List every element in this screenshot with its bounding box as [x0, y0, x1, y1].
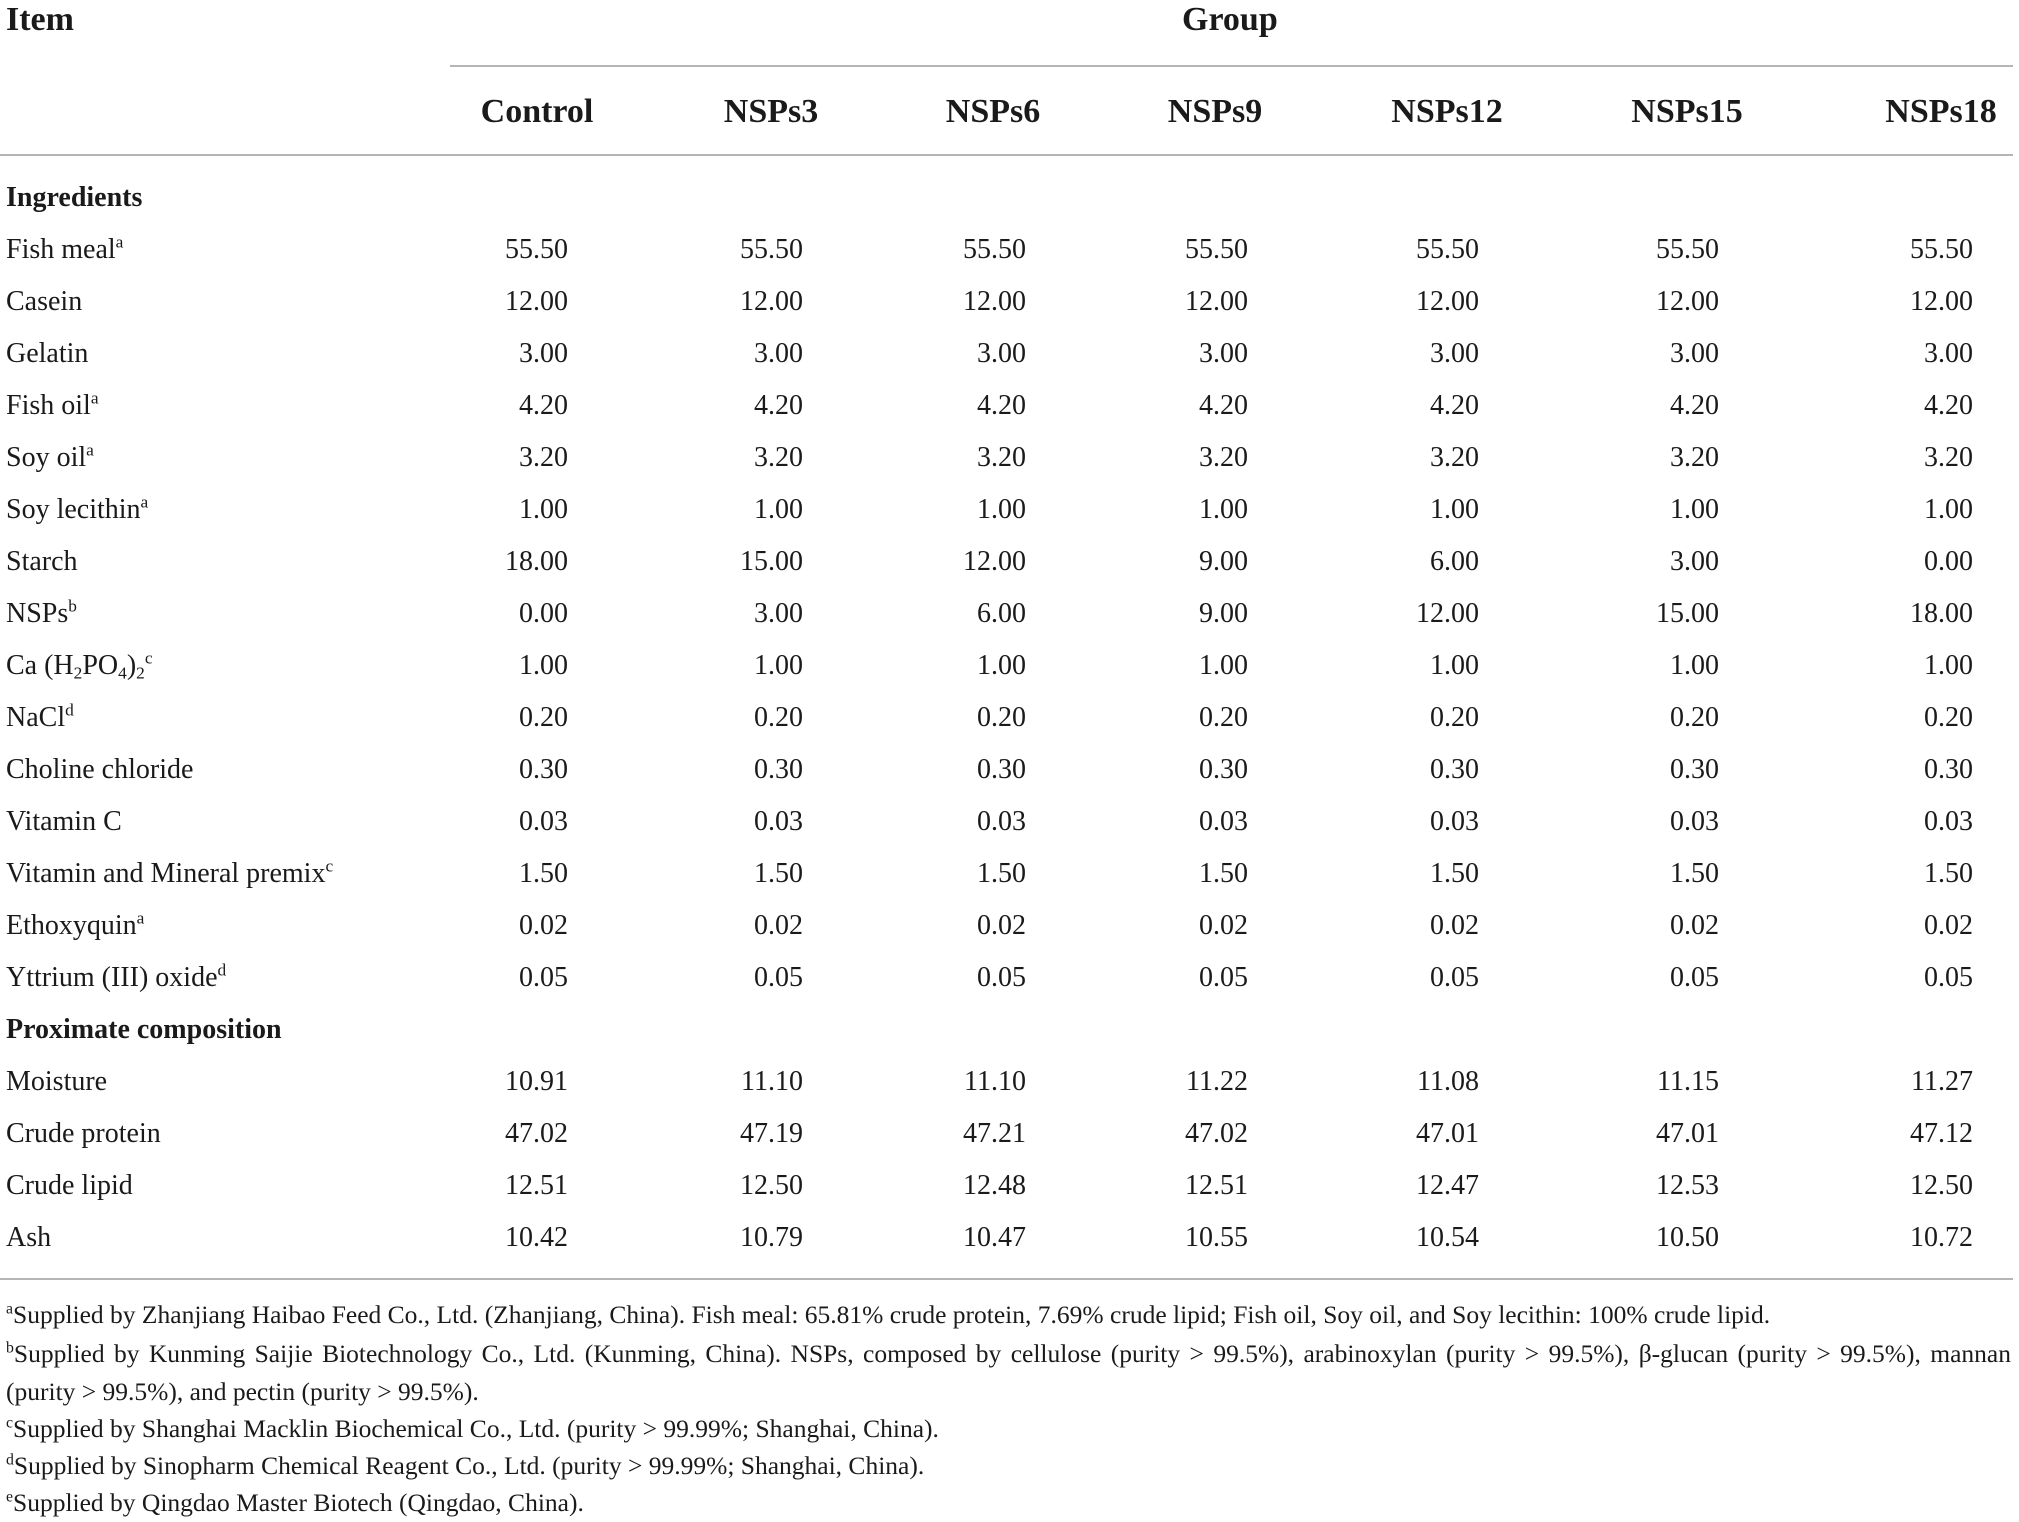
table-cell: 10.91	[505, 1066, 568, 1097]
table-cell: 1.50	[519, 858, 568, 889]
table-cell: 55.50	[1910, 234, 1973, 265]
table-cell: 4.20	[754, 390, 803, 421]
table-cell: 47.02	[1185, 1118, 1248, 1149]
table-cell: 4.20	[519, 390, 568, 421]
table-cell: 18.00	[505, 546, 568, 577]
table-cell: 55.50	[505, 234, 568, 265]
table-cell: 12.00	[1416, 286, 1479, 317]
table-cell: 3.20	[1670, 442, 1719, 473]
table-cell: 12.47	[1416, 1170, 1479, 1201]
table-cell: 55.50	[1656, 234, 1719, 265]
footnote-mark: a	[136, 908, 145, 928]
table-cell: 1.50	[1670, 858, 1719, 889]
label-text: Fish oil	[6, 390, 91, 421]
table-cell: 0.02	[1924, 910, 1973, 941]
table-cell: 12.00	[740, 286, 803, 317]
footnote-mark: a	[86, 440, 94, 460]
table-cell: 3.20	[977, 442, 1026, 473]
label-text: Crude lipid	[6, 1170, 133, 1201]
column-header-nsps12: NSPs12	[1391, 93, 1503, 130]
table-cell: 0.03	[1430, 806, 1479, 837]
table-cell: 1.00	[1430, 650, 1479, 681]
footnote-mark: e	[6, 1488, 14, 1506]
footnote-text: Supplied by Sinopharm Chemical Reagent Co., Ltd. (purity > 99.99%; Shanghai, China).	[13, 1451, 925, 1480]
table-cell: 1.50	[1924, 858, 1973, 889]
table-cell: 1.00	[1199, 650, 1248, 681]
table-cell: 3.00	[519, 338, 568, 369]
header-bottom-rule	[0, 154, 2013, 156]
row-label	[6, 802, 122, 842]
label-text: Moisture	[6, 1066, 108, 1097]
table-cell: 10.47	[963, 1222, 1026, 1253]
table-cell: 47.01	[1656, 1118, 1719, 1149]
footnote-text: Supplied by Shanghai Macklin Biochemical Co., Ltd. (purity > 99.99%; Shanghai, China).	[13, 1414, 939, 1443]
footnote-mark: c	[6, 1414, 14, 1432]
column-header-nsps15: NSPs15	[1631, 93, 1743, 130]
table-cell: 47.21	[963, 1118, 1026, 1149]
column-header-nsps3: NSPs3	[723, 93, 819, 130]
table-cell: 1.50	[754, 858, 803, 889]
table-cell: 0.05	[754, 962, 803, 993]
table-cell: 1.00	[1430, 494, 1479, 525]
label-text: Ash	[6, 1222, 52, 1253]
table-cell: 15.00	[740, 546, 803, 577]
table-cell: 3.20	[1199, 442, 1248, 473]
table-cell: 1.50	[1430, 858, 1479, 889]
table-cell: 0.30	[519, 754, 568, 785]
footnote	[6, 1484, 2011, 1522]
table-cell: 55.50	[1185, 234, 1248, 265]
table-cell: 3.20	[519, 442, 568, 473]
table-cell: 12.00	[1185, 286, 1248, 317]
footnote-mark: a	[140, 492, 149, 512]
footnote-mark: d	[6, 1451, 14, 1469]
table-cell: 0.02	[1670, 910, 1719, 941]
row-label	[6, 438, 94, 478]
table-cell: 4.20	[1199, 390, 1248, 421]
footnote-mark: c	[144, 648, 153, 668]
subscript: 2	[136, 663, 145, 683]
item-column-header: Item	[6, 1, 74, 38]
table-cell: 0.20	[977, 702, 1026, 733]
table-cell: 11.15	[1657, 1066, 1719, 1097]
table-cell: 47.02	[505, 1118, 568, 1149]
row-label	[6, 334, 88, 374]
table-cell: 0.20	[1430, 702, 1479, 733]
table-cell: 0.20	[519, 702, 568, 733]
label-part: PO	[82, 650, 119, 681]
row-label	[6, 958, 226, 998]
footnote-mark: d	[217, 960, 227, 980]
label-text: Gelatin	[6, 338, 89, 369]
label-text: Yttrium (III) oxide	[6, 962, 218, 993]
table-cell: 1.00	[519, 650, 568, 681]
table-cell: 3.00	[1670, 546, 1719, 577]
footnote-mark: c	[325, 856, 334, 876]
table-cell: 1.00	[1199, 494, 1248, 525]
label-text: Vitamin C	[6, 806, 122, 837]
footnote-text: Supplied by Zhanjiang Haibao Feed Co., Ltd. (Zhanjiang, China). Fish meal: 65.81% crude protein, 7.69% crude lipid; Fish oil, Soy oil, and Soy lecithin: 100% crude lipid.	[13, 1300, 1771, 1329]
table-cell: 11.22	[1186, 1066, 1248, 1097]
row-label	[6, 854, 333, 894]
table-cell: 12.00	[505, 286, 568, 317]
table-cell: 1.00	[1924, 650, 1973, 681]
column-header-nsps18: NSPs18	[1885, 93, 1997, 130]
footnote-mark: a	[115, 232, 124, 252]
table-cell: 0.02	[977, 910, 1026, 941]
table-cell: 1.50	[977, 858, 1026, 889]
table-cell: 3.20	[1924, 442, 1973, 473]
section-heading: Proximate composition	[6, 1014, 282, 1045]
subscript: 2	[73, 663, 83, 683]
row-label	[6, 646, 153, 686]
table-cell: 4.20	[977, 390, 1026, 421]
label-text: Ethoxyquin	[6, 910, 137, 941]
row-label	[6, 1114, 161, 1154]
table-cell: 0.30	[1924, 754, 1973, 785]
table-cell: 0.30	[1430, 754, 1479, 785]
table-cell: 10.79	[740, 1222, 803, 1253]
row-label	[6, 1218, 51, 1258]
row-label	[6, 490, 148, 530]
row-label	[6, 386, 99, 426]
table-cell: 0.02	[754, 910, 803, 941]
row-label	[6, 698, 74, 738]
table-cell: 0.03	[1199, 806, 1248, 837]
table-cell: 3.00	[754, 598, 803, 629]
table-cell: 0.02	[519, 910, 568, 941]
table-cell: 55.50	[1416, 234, 1479, 265]
label-text: Fish meal	[6, 234, 116, 265]
table-cell: 4.20	[1430, 390, 1479, 421]
footnote-mark: a	[6, 1300, 14, 1318]
table-cell: 55.50	[963, 234, 1026, 265]
table-cell: 0.00	[519, 598, 568, 629]
footnote	[6, 1296, 2011, 1334]
table-cell: 12.51	[505, 1170, 568, 1201]
table-bottom-rule	[0, 1278, 2013, 1280]
table-cell: 47.01	[1416, 1118, 1479, 1149]
table-cell: 3.20	[754, 442, 803, 473]
table-cell: 0.05	[519, 962, 568, 993]
label-text: Casein	[6, 286, 83, 317]
footnote-mark: d	[65, 700, 74, 720]
label-text: Vitamin and Mineral premix	[6, 858, 326, 889]
table-cell: 1.00	[977, 650, 1026, 681]
footnote-mark: b	[6, 1339, 14, 1357]
table-cell: 0.05	[1670, 962, 1719, 993]
table-cell: 3.00	[1670, 338, 1719, 369]
table-cell: 0.05	[977, 962, 1026, 993]
table-cell: 3.00	[1199, 338, 1248, 369]
label-text: Crude protein	[6, 1118, 161, 1149]
table-cell: 47.19	[740, 1118, 803, 1149]
table-cell: 1.00	[1670, 494, 1719, 525]
table-cell: 10.54	[1416, 1222, 1479, 1253]
table-cell: 0.20	[754, 702, 803, 733]
table-cell: 0.05	[1199, 962, 1248, 993]
table-cell: 12.00	[963, 546, 1026, 577]
table-cell: 18.00	[1910, 598, 1973, 629]
table-cell: 1.00	[519, 494, 568, 525]
table-cell: 3.00	[977, 338, 1026, 369]
table-cell: 0.02	[1430, 910, 1479, 941]
table-cell: 3.00	[1430, 338, 1479, 369]
table-cell: 12.00	[1416, 598, 1479, 629]
table-cell: 0.30	[1670, 754, 1719, 785]
table-cell: 10.55	[1185, 1222, 1248, 1253]
table-cell: 4.20	[1924, 390, 1973, 421]
table-cell: 6.00	[977, 598, 1026, 629]
footnote	[6, 1335, 2011, 1410]
table-cell: 0.02	[1199, 910, 1248, 941]
label-text: Soy lecithin	[6, 494, 141, 525]
table-cell: 0.20	[1924, 702, 1973, 733]
table-cell: 1.00	[1670, 650, 1719, 681]
table-cell: 11.10	[964, 1066, 1026, 1097]
row-label	[6, 542, 78, 582]
table-cell: 1.00	[754, 650, 803, 681]
table-cell: 10.50	[1656, 1222, 1719, 1253]
row-label	[6, 750, 193, 790]
footnote-text: Supplied by Qingdao Master Biotech (Qingdao, China).	[13, 1488, 584, 1517]
table-cell: 0.05	[1924, 962, 1973, 993]
label-text: Choline chloride	[6, 754, 194, 785]
table-cell: 9.00	[1199, 546, 1248, 577]
label-text: NSPs	[6, 598, 69, 629]
table-cell: 12.53	[1656, 1170, 1719, 1201]
footnote-text: Supplied by Kunming Saijie Biotechnology Co., Ltd. (Kunming, China). NSPs, composed by cellulose (purity > 99.5%), arabinoxylan (purity > 99.5%), β-glucan (purity > 99.5%), mannan (purity > 99.5%), and pectin (purity > 99.5%).	[6, 1339, 2011, 1406]
table-cell: 3.20	[1430, 442, 1479, 473]
label-text: NaCl	[6, 702, 66, 733]
column-header-nsps9: NSPs9	[1167, 93, 1263, 130]
table-cell: 11.10	[741, 1066, 803, 1097]
section-heading: Ingredients	[6, 182, 143, 213]
table-cell: 12.50	[1910, 1170, 1973, 1201]
table-cell: 0.05	[1430, 962, 1479, 993]
group-underline	[450, 65, 2013, 67]
table-cell: 12.48	[963, 1170, 1026, 1201]
footnote-mark: b	[68, 596, 77, 616]
footnote	[6, 1410, 2011, 1448]
table-cell: 3.00	[1924, 338, 1973, 369]
label-text: Soy oil	[6, 442, 87, 473]
table-cell: 0.03	[519, 806, 568, 837]
table-cell: 0.20	[1199, 702, 1248, 733]
row-label	[6, 594, 77, 634]
row-label	[6, 1062, 107, 1102]
table-cell: 10.42	[505, 1222, 568, 1253]
table-cell: 0.30	[1199, 754, 1248, 785]
table-cell: 11.27	[1911, 1066, 1973, 1097]
subscript: 4	[118, 663, 127, 683]
table-cell: 9.00	[1199, 598, 1248, 629]
table-cell: 1.00	[977, 494, 1026, 525]
table-cell: 0.30	[754, 754, 803, 785]
table-cell: 1.00	[1924, 494, 1973, 525]
label-part: Ca (H	[6, 650, 74, 681]
table-cell: 1.00	[754, 494, 803, 525]
table-cell: 0.03	[1924, 806, 1973, 837]
label-text: Starch	[6, 546, 78, 577]
table-cell: 0.00	[1924, 546, 1973, 577]
row-label	[6, 906, 144, 946]
table-cell: 0.03	[754, 806, 803, 837]
label-part: )	[126, 650, 137, 681]
table-cell: 0.03	[1670, 806, 1719, 837]
table-cell: 11.08	[1417, 1066, 1479, 1097]
table-cell: 12.50	[740, 1170, 803, 1201]
table-cell: 12.00	[963, 286, 1026, 317]
table-cell: 0.20	[1670, 702, 1719, 733]
table-cell: 55.50	[740, 234, 803, 265]
footnote	[6, 1447, 2011, 1485]
row-label	[6, 282, 82, 322]
table-cell: 12.00	[1910, 286, 1973, 317]
column-header-nsps6: NSPs6	[945, 93, 1041, 130]
row-label	[6, 230, 123, 270]
table-cell: 47.12	[1910, 1118, 1973, 1149]
group-column-header: Group	[1182, 1, 1278, 38]
table-cell: 6.00	[1430, 546, 1479, 577]
table-cell: 3.00	[754, 338, 803, 369]
footnote-mark: a	[90, 388, 99, 408]
table-cell: 0.30	[977, 754, 1026, 785]
row-label	[6, 1166, 133, 1206]
table-cell: 10.72	[1910, 1222, 1973, 1253]
table-cell: 12.51	[1185, 1170, 1248, 1201]
table-cell: 12.00	[1656, 286, 1719, 317]
table-cell: 1.50	[1199, 858, 1248, 889]
column-header-control: Control	[480, 93, 594, 130]
table-cell: 15.00	[1656, 598, 1719, 629]
table-cell: 4.20	[1670, 390, 1719, 421]
table-cell: 0.03	[977, 806, 1026, 837]
